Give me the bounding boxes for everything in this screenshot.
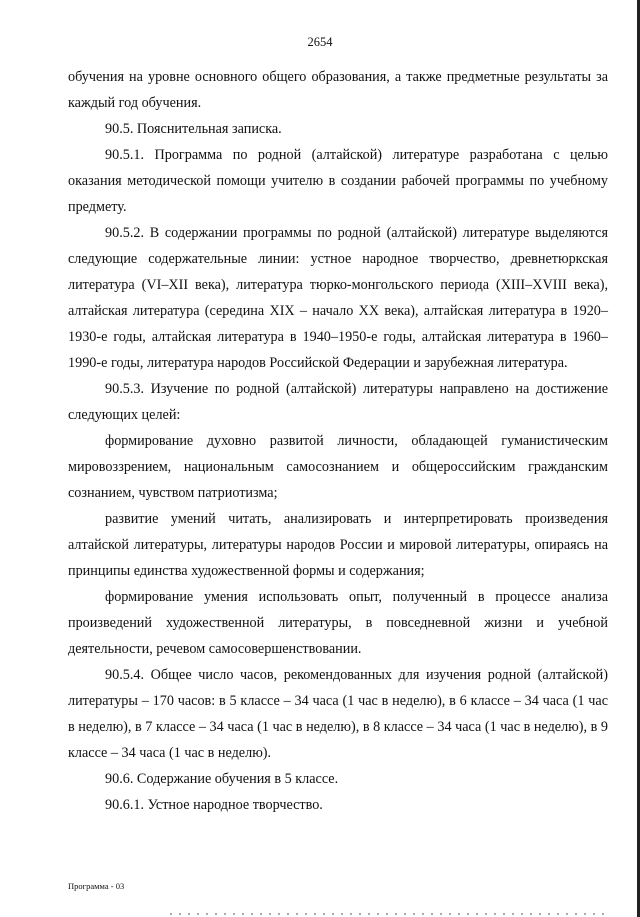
paragraph-90-5-1: 90.5.1. Программа по родной (алтайской) литературе разработана с целью оказания методической помощи учителю в создании рабочей программы по учебному предмету. [68,147,608,215]
paragraph-1: обучения на уровне основного общего образования, а также предметные результаты за каждый год обучения. [68,69,608,111]
document-body [68,64,608,818]
goal-item-1: формирование духовно развитой личности, обладающей гуманистическим мировоззрением, национальным самосознанием и общероссийским гражданским сознанием, чувством патриотизма; [68,433,608,501]
section-heading-90-5: 90.5. Пояснительная записка. [105,121,282,137]
section-heading-90-6-1: 90.6.1. Устное народное творчество. [105,797,323,813]
page-number: 2654 [307,35,333,49]
footer-label: Программа - 03 [68,881,125,891]
scan-noise [170,913,610,915]
paragraph-90-5-2: 90.5.2. В содержании программы по родной (алтайской) литературе выделяются следующие содержательные линии: устное народное творчество, древнетюркская литература (VI–XII века), литература тюрко-монгольского периода (XIII–XVIII века), алтайская литература (середина XIX – начало XX века), алтайская литература в 1920–1930-е годы, алтайская литература в 1940–1950-е годы, алтайская литература в 1960–1990-е годы, литература народов Российской Федерации и зарубежная литература. [68,225,608,371]
section-heading-90-6: 90.6. Содержание обучения в 5 классе. [105,771,339,787]
goal-item-3: формирование умения использовать опыт, полученный в процессе анализа произведений художественной литературы, в повседневной жизни и учебной деятельности, речевом самосовершенствовании. [68,589,608,657]
goal-item-2: развитие умений читать, анализировать и интерпретировать произведения алтайской литературы, литературы народов России и мировой литературы, опираясь на принципы единства художественной формы и содержания; [68,511,608,579]
paragraph-90-5-3: 90.5.3. Изучение по родной (алтайской) литературы направлено на достижение следующих целей: [68,381,608,423]
paragraph-90-5-4: 90.5.4. Общее число часов, рекомендованных для изучения родной (алтайской) литературы – 170 часов: в 5 классе – 34 часа (1 час в неделю), в 6 классе – 34 часа (1 час в неделю), в 7 классе – 34 часа (1 час в неделю), в 8 классе – 34 часа (1 час в неделю), в 9 классе – 34 часа (1 час в неделю). [68,667,608,761]
